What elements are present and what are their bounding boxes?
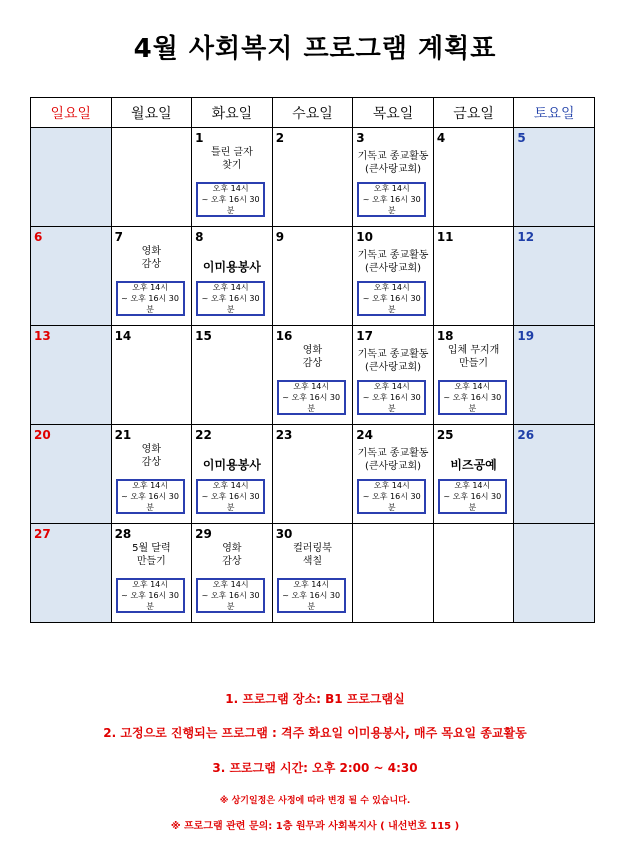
calendar-day-cell <box>111 425 192 524</box>
time-end: ~ 오후 16시 30분 <box>201 294 260 314</box>
calendar-week-row <box>31 227 595 326</box>
time-start: 오후 14시 <box>454 481 491 490</box>
time-end: ~ 오후 16시 30분 <box>362 195 421 215</box>
note-fixed-programs: 2. 고정으로 진행되는 프로그램 : 격주 화요일 이미용봉사, 매주 목요일 종교활동 <box>103 726 527 740</box>
program-name: 기독교 종교활동 (큰사랑교회) <box>357 250 429 274</box>
page-title: 4월 사회복지 프로그램 계획표 <box>133 34 497 64</box>
program-time-box <box>438 479 507 514</box>
time-end: ~ 오후 16시 30분 <box>282 591 341 611</box>
day-number: 17 <box>356 329 373 343</box>
day-number: 20 <box>34 428 51 442</box>
calendar-day-cell <box>111 227 192 326</box>
day-number: 15 <box>195 329 212 343</box>
program-time-box <box>357 281 426 316</box>
calendar-day-cell <box>433 524 514 623</box>
calendar-day-cell <box>192 128 273 227</box>
program-time-box <box>357 479 426 514</box>
time-start: 오후 14시 <box>212 283 249 292</box>
program-name: 영화 감상 <box>302 345 323 369</box>
program-name: 이미용봉사 <box>202 260 261 274</box>
weekday-wednesday: 수요일 <box>272 98 353 128</box>
program-name: 5월 달력 만들기 <box>132 543 171 567</box>
program-time-box <box>357 380 426 415</box>
time-end: ~ 오후 16시 30분 <box>443 393 502 413</box>
calendar-day-cell <box>192 425 273 524</box>
calendar-day-cell <box>111 524 192 623</box>
program-name: 컬러링북 색칠 <box>293 543 332 567</box>
weekday-friday: 금요일 <box>433 98 514 128</box>
calendar-week-row <box>31 128 595 227</box>
calendar-day-cell <box>192 524 273 623</box>
calendar-day-cell <box>433 227 514 326</box>
time-start: 오후 14시 <box>293 382 330 391</box>
time-start: 오후 14시 <box>373 382 410 391</box>
day-number: 23 <box>275 428 293 442</box>
calendar-day-cell <box>192 227 273 326</box>
day-number: 6 <box>34 230 43 244</box>
program-name: 영화 감상 <box>141 444 161 468</box>
program-time-box <box>438 380 507 415</box>
time-end: ~ 오후 16시 30분 <box>201 591 260 611</box>
time-start: 오후 14시 <box>293 580 330 589</box>
weekday-saturday: 토요일 <box>514 98 595 128</box>
time-end: ~ 오후 16시 30분 <box>121 294 179 314</box>
day-number: 16 <box>275 329 293 343</box>
time-start: 오후 14시 <box>132 283 169 292</box>
program-name: 비즈공예 <box>450 458 497 472</box>
time-end: ~ 오후 16시 30분 <box>121 591 179 611</box>
day-number: 27 <box>34 527 51 541</box>
calendar-day-cell <box>31 227 112 326</box>
program-name: 틀린 글자 찾기 <box>210 147 253 171</box>
day-number: 9 <box>275 230 285 244</box>
time-start: 오후 14시 <box>132 580 169 589</box>
time-start: 오후 14시 <box>373 481 410 490</box>
program-name: 이미용봉사 <box>202 458 261 472</box>
calendar-day-cell <box>272 128 353 227</box>
time-end: ~ 오후 16시 30분 <box>362 294 421 314</box>
weekday-tuesday: 화요일 <box>192 98 273 128</box>
time-end: ~ 오후 16시 30분 <box>121 492 179 512</box>
calendar-day-cell <box>272 425 353 524</box>
weekday-header-row <box>31 98 595 128</box>
day-number: 13 <box>34 329 51 343</box>
program-name: 영화 감상 <box>141 246 161 270</box>
day-number: 1 <box>195 131 204 145</box>
calendar-day-cell <box>272 524 353 623</box>
program-time-box <box>196 281 265 316</box>
calendar-day-cell <box>433 326 514 425</box>
day-number: 8 <box>195 230 204 244</box>
day-number: 28 <box>114 527 132 541</box>
program-time-box <box>116 479 185 514</box>
day-number: 12 <box>517 230 535 244</box>
calendar-table <box>30 97 595 623</box>
calendar-week-row <box>31 326 595 425</box>
day-number: 7 <box>114 230 123 244</box>
calendar-week-row <box>31 524 595 623</box>
day-number: 10 <box>356 230 373 244</box>
calendar-day-cell <box>31 524 112 623</box>
time-end: ~ 오후 16시 30분 <box>201 195 260 215</box>
calendar-day-cell <box>353 425 434 524</box>
day-number: 5 <box>517 131 526 145</box>
day-number: 29 <box>195 527 212 541</box>
calendar-day-cell <box>353 128 434 227</box>
weekday-sunday: 일요일 <box>31 98 112 128</box>
note-program-time: 3. 프로그램 시간: 오후 2:00 ~ 4:30 <box>212 761 418 775</box>
time-end: ~ 오후 16시 30분 <box>282 393 341 413</box>
program-time-box <box>277 578 346 613</box>
note-contact: ※ 프로그램 관련 문의: 1층 원무과 사회복지사 ( 내선번호 115 ) <box>170 821 460 832</box>
program-time-box <box>196 182 265 217</box>
calendar-day-cell <box>111 128 192 227</box>
time-start: 오후 14시 <box>212 580 249 589</box>
time-start: 오후 14시 <box>373 184 410 193</box>
calendar-day-cell <box>353 326 434 425</box>
calendar-day-cell <box>514 227 595 326</box>
day-number: 21 <box>114 428 132 442</box>
time-start: 오후 14시 <box>212 481 249 490</box>
day-number: 19 <box>517 329 535 343</box>
day-number: 26 <box>517 428 535 442</box>
weekday-monday: 월요일 <box>111 98 192 128</box>
calendar-day-cell <box>353 227 434 326</box>
calendar-day-cell <box>31 326 112 425</box>
calendar-day-cell <box>31 128 112 227</box>
time-start: 오후 14시 <box>454 382 491 391</box>
program-name: 영화 감상 <box>222 543 242 567</box>
time-start: 오후 14시 <box>373 283 410 292</box>
program-time-box <box>196 578 265 613</box>
program-name: 기독교 종교활동 (큰사랑교회) <box>357 448 429 472</box>
time-end: ~ 오후 16시 30분 <box>443 492 502 512</box>
time-end: ~ 오후 16시 30분 <box>362 492 421 512</box>
day-number: 18 <box>436 329 454 343</box>
calendar-day-cell <box>353 524 434 623</box>
calendar-day-cell <box>111 326 192 425</box>
program-time-box <box>357 182 426 217</box>
calendar-day-cell <box>514 425 595 524</box>
calendar-week-row <box>31 425 595 524</box>
day-number: 30 <box>275 527 293 541</box>
day-number: 4 <box>436 131 446 145</box>
note-place: 1. 프로그램 장소: B1 프로그램실 <box>225 692 405 706</box>
weekday-thursday: 목요일 <box>353 98 434 128</box>
time-end: ~ 오후 16시 30분 <box>201 492 260 512</box>
calendar-day-cell <box>272 326 353 425</box>
note-schedule-change: ※ 상기일정은 사정에 따라 변경 될 수 있습니다. <box>219 796 411 806</box>
day-number: 11 <box>436 230 454 244</box>
program-time-box <box>116 281 185 316</box>
day-number: 25 <box>436 428 454 442</box>
day-number: 3 <box>356 131 365 145</box>
calendar-day-cell <box>192 326 273 425</box>
program-time-box <box>116 578 185 613</box>
time-end: ~ 오후 16시 30분 <box>362 393 421 413</box>
day-number: 2 <box>275 131 285 145</box>
calendar-day-cell <box>514 326 595 425</box>
program-time-box <box>277 380 346 415</box>
calendar-day-cell <box>514 524 595 623</box>
calendar-day-cell <box>514 128 595 227</box>
program-time-box <box>196 479 265 514</box>
calendar-day-cell <box>31 425 112 524</box>
program-name: 기독교 종교활동 (큰사랑교회) <box>357 349 429 373</box>
program-name: 입체 무지개 만들기 <box>447 345 500 369</box>
time-start: 오후 14시 <box>212 184 249 193</box>
time-start: 오후 14시 <box>132 481 169 490</box>
day-number: 24 <box>356 428 373 442</box>
calendar-day-cell <box>272 227 353 326</box>
calendar-day-cell <box>433 128 514 227</box>
day-number: 22 <box>195 428 212 442</box>
calendar-day-cell <box>433 425 514 524</box>
program-name: 기독교 종교활동 (큰사랑교회) <box>357 151 429 175</box>
day-number: 14 <box>114 329 132 343</box>
